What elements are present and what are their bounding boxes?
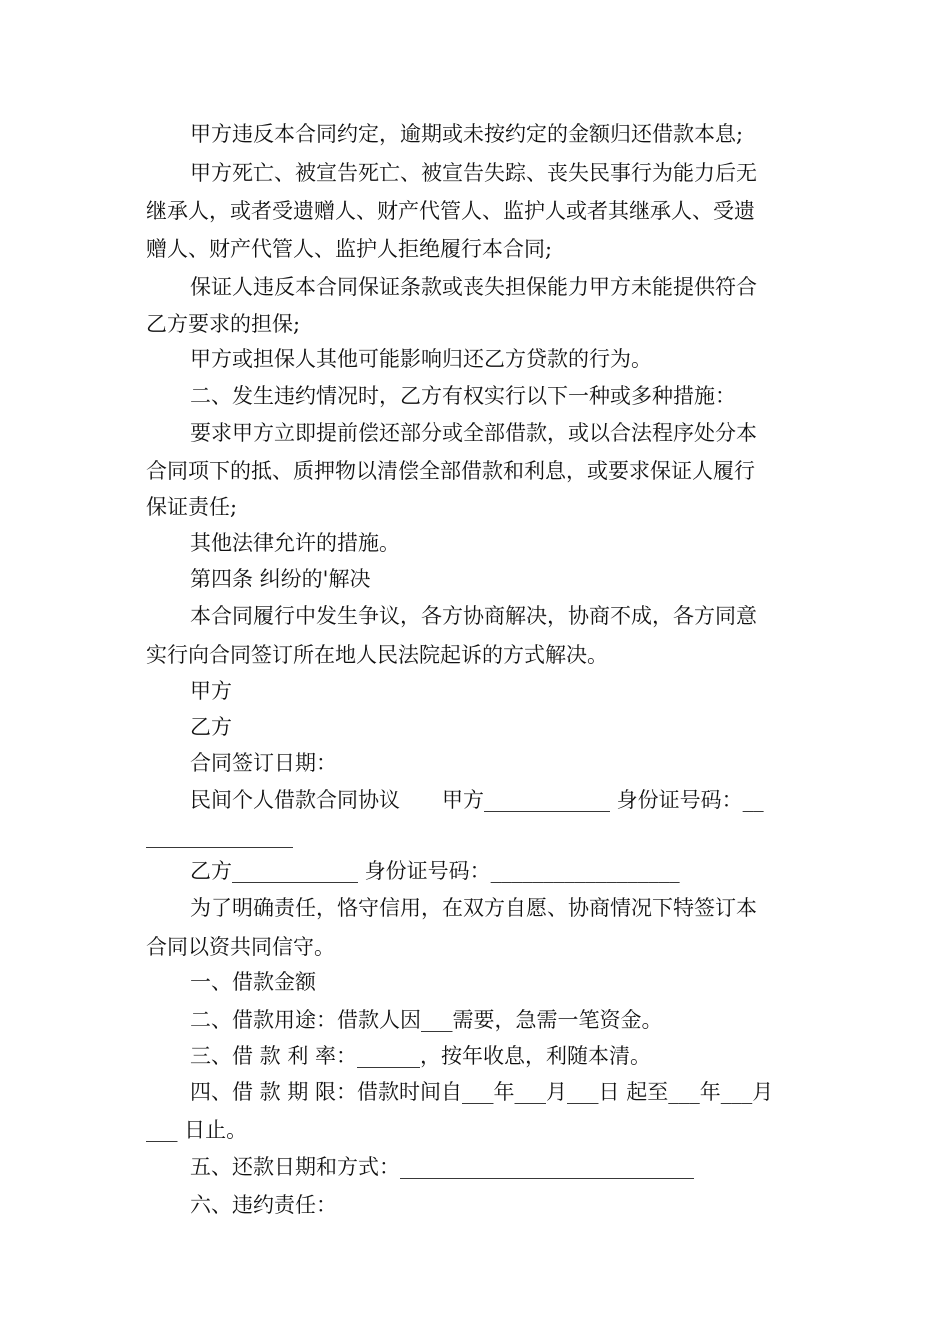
- signature-party-b: 乙方: [190, 715, 232, 739]
- text-line: 保证责任;: [146, 495, 238, 519]
- section-heading: 第四条 纠纷的'解决: [190, 567, 371, 591]
- contract-title-line: 民间个人借款合同协议 甲方____________ 身份证号码：__: [190, 788, 764, 812]
- text-line: 要求甲方立即提前偿还部分或全部借款，或以合法程序处分本: [190, 421, 757, 445]
- party-b-line: 乙方____________ 身份证号码：__________________: [190, 859, 680, 883]
- text-line: 本合同履行中发生争议，各方协商解决，协商不成，各方同意: [190, 604, 757, 628]
- text-line: 保证人违反本合同保证条款或丧失担保能力甲方未能提供符合: [190, 275, 757, 299]
- text-line: 其他法律允许的措施。: [190, 531, 400, 555]
- text-line: 为了明确责任，恪守信用，在双方自愿、协商情况下特签订本: [190, 896, 757, 920]
- text-line: 合同以资共同信守。: [146, 935, 335, 959]
- text-line: 继承人，或者受遗赠人、财产代管人、监护人或者其继承人、受遗: [146, 199, 755, 223]
- signing-date: 合同签订日期：: [190, 751, 337, 775]
- text-line: ___ 日止。: [146, 1118, 248, 1142]
- text-line: 合同项下的抵、质押物以清偿全部借款和利息，或要求保证人履行: [146, 459, 755, 483]
- text-line: ______________: [146, 824, 293, 848]
- signature-party-a: 甲方: [190, 679, 232, 703]
- text-line: 赠人、财产代管人、监护人拒绝履行本合同;: [146, 237, 553, 261]
- text-line: 二、发生违约情况时，乙方有权实行以下一种或多种措施：: [190, 384, 736, 408]
- text-line: 乙方要求的担保;: [146, 312, 301, 336]
- clause-repayment: 五、还款日期和方式：____________________________: [190, 1155, 694, 1179]
- text-line: 甲方死亡、被宣告死亡、被宣告失踪、丧失民事行为能力后无: [190, 161, 757, 185]
- clause-amount: 一、借款金额: [190, 970, 316, 994]
- text-line: 实行向合同签订所在地人民法院起诉的方式解决。: [146, 643, 608, 667]
- clause-purpose: 二、借款用途：借款人因___需要，急需一笔资金。: [190, 1008, 663, 1032]
- clause-rate: 三、借 款 利 率：______，按年收息，利随本清。: [190, 1044, 652, 1068]
- text-line: 甲方违反本合同约定，逾期或未按约定的金额归还借款本息;: [190, 122, 744, 146]
- clause-liability: 六、违约责任：: [190, 1193, 337, 1217]
- text-line: 甲方或担保人其他可能影响归还乙方贷款的行为。: [190, 347, 652, 371]
- clause-term: 四、借 款 期 限：借款时间自___年___月___日 起至___年___月: [190, 1080, 774, 1104]
